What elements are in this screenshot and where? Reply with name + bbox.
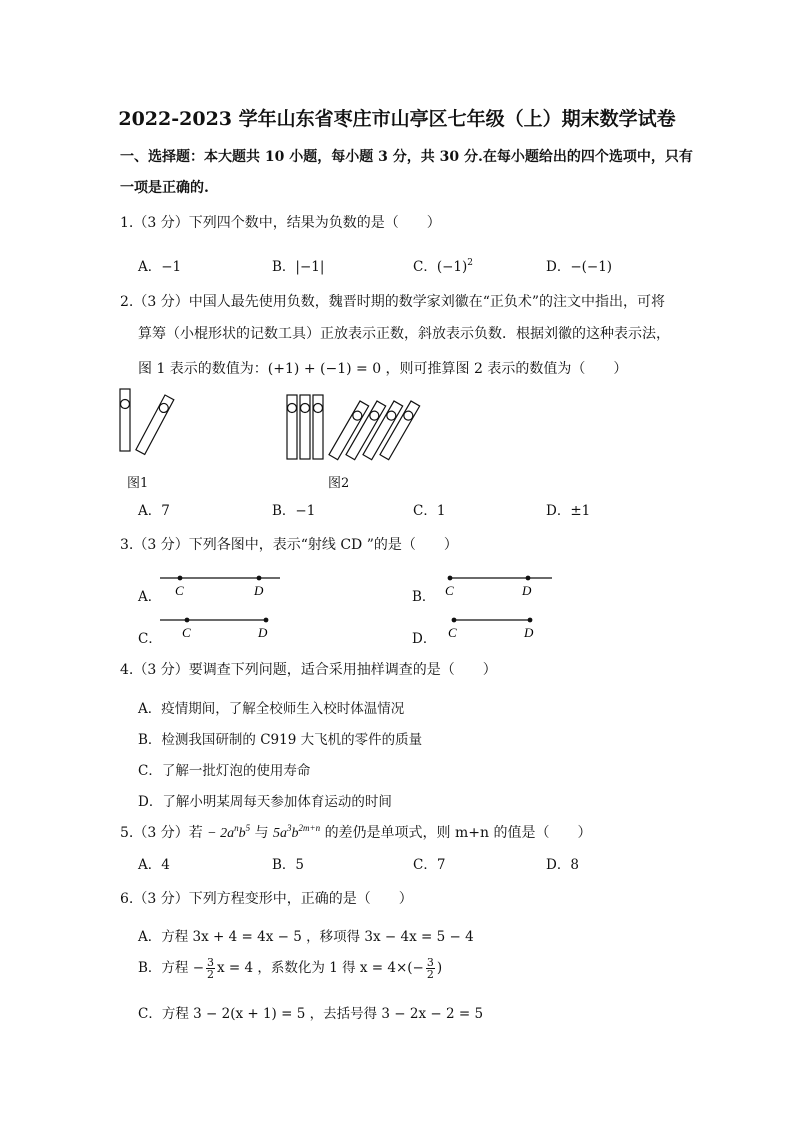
point-c-label: C <box>182 625 191 640</box>
q4-option-b: B．检测我国研制的 C919 大飞机的零件的质量 <box>138 732 423 748</box>
q5-option-b: B．5 <box>272 857 305 873</box>
q2-option-d: D．±1 <box>546 503 591 519</box>
q4-stem: 4.（3 分）要调查下列问题，适合采用抽样调查的是（ ） <box>120 662 497 678</box>
point-c-label: C <box>445 583 454 598</box>
q5-option-d: D．8 <box>546 857 579 873</box>
q3-option-b-label: B． <box>412 589 436 605</box>
q1-option-c: C．$(-1)^2$ <box>413 258 473 275</box>
q2-option-c: C．1 <box>413 503 446 519</box>
q5-option-c: C．7 <box>413 857 446 873</box>
section-heading-line2: 一项是正确的. <box>120 180 209 196</box>
fraction-three-halves: $\frac{3}{2}$ <box>426 956 434 981</box>
point-d-label: D <box>254 583 264 598</box>
point-d-label: D <box>522 583 532 598</box>
fraction-three-halves: $\frac{3}{2}$ <box>207 956 215 981</box>
q2-stem-line1: 2.（3 分）中国人最先使用负数，魏晋时期的数学家刘徽在“正负术”的注文中指出，可将 <box>120 294 666 310</box>
section-heading-line1: 一、选择题：本大题共 10 小题，每小题 3 分，共 30 分.在每小题给出的四个选项中，只有 <box>120 149 693 165</box>
page-title: 2022-2023 学年山东省枣庄市山亭区七年级（上）期末数学试卷 <box>118 108 676 130</box>
q1-stem: 1.（3 分）下列四个数中，结果为负数的是（ ） <box>120 215 441 231</box>
q5-term1: − $2a^nb^5$ <box>207 823 251 841</box>
q2-option-a: A．7 <box>138 503 170 519</box>
q2-fig2-caption: 图2 <box>328 476 350 491</box>
fig1-upright-rod <box>120 389 130 451</box>
q3-stem: 3.（3 分）下列各图中，表示“射线 CD ”的是（ ） <box>120 537 458 553</box>
q5-stem: 5.（3 分）若 − $2a^nb^5$ 与 $5a^3b^{2m+n}$ 的差仍是单项式，则 m+n 的值是（ ） <box>120 823 592 841</box>
q2-stem-line2: 算筹（小棍形状的记数工具）正放表示正数，斜放表示负数．根据刘徽的这种表示法， <box>138 326 670 342</box>
fig2-upright-rods <box>287 395 323 459</box>
q3-option-a-figure <box>158 570 288 600</box>
q1-option-a: A．−1 <box>138 259 182 275</box>
q2-stem-line3: 图 1 表示的数值为：(+1) + (−1) = 0 ，则可推算图 2 表示的数值为（ ） <box>138 361 628 377</box>
q3-option-b-figure <box>440 570 560 600</box>
point-c-label: C <box>175 583 184 598</box>
point-d-label: D <box>524 625 534 640</box>
q4-option-d: D．了解小明某周每天参加体育运动的时间 <box>138 794 392 810</box>
q3-option-d-label: D． <box>412 631 437 647</box>
q6-option-c: C．方程 3 − 2(x + 1) = 5 ，去括号得 3 − 2x − 2 = 5 <box>138 1006 484 1022</box>
q3-option-a-label: A． <box>138 589 162 605</box>
q3-option-c-label: C． <box>138 631 162 647</box>
fig2-slanted-rods <box>329 401 420 460</box>
q3-option-d-figure <box>440 612 550 642</box>
q4-option-a: A．疫情期间，了解全校师生入校时体温情况 <box>138 701 405 717</box>
q6-option-b: B．方程 − $\frac{3}{2}$ x = 4 ，系数化为 1 得 x = 4×(− $\frac{3}{2}$ ) <box>138 956 443 981</box>
q6-stem: 6.（3 分）下列方程变形中，正确的是（ ） <box>120 891 413 907</box>
q1-option-b: B．|−1| <box>272 259 325 275</box>
point-d-label: D <box>258 625 268 640</box>
q2-fig1-caption: 图1 <box>127 476 149 491</box>
q6-option-a: A．方程 3x + 4 = 4x − 5 ，移项得 3x − 4x = 5 − 4 <box>138 929 474 945</box>
q5-option-a: A．4 <box>138 857 170 873</box>
q1-option-d: D．−(−1) <box>546 259 613 275</box>
q3-option-c-figure <box>158 612 278 642</box>
point-c-label: C <box>448 625 457 640</box>
q2-counting-rods-figure <box>110 385 450 465</box>
q5-term2: $5a^3b^{2m+n}$ <box>273 823 321 841</box>
q4-option-c: C．了解一批灯泡的使用寿命 <box>138 763 311 779</box>
fig1-slanted-rod <box>136 395 174 454</box>
q2-option-b: B．−1 <box>272 503 316 519</box>
